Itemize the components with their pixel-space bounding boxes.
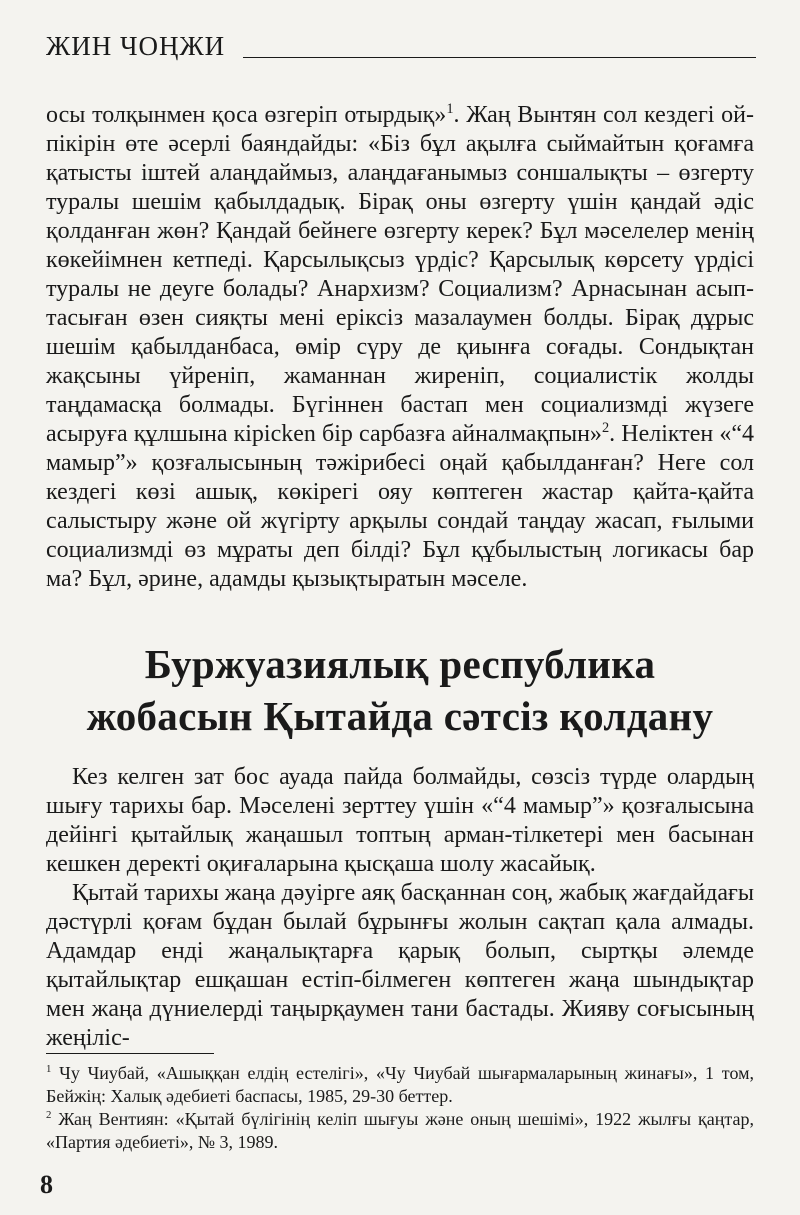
section-heading-line-2: жобасын Қытайда сәтсіз қолдану <box>86 693 714 739</box>
footnote-2-mark: 2 <box>46 1109 52 1121</box>
paragraph-1-text-c: . Неліктен «“4 мамыр”» қозғалысының тәжірибесі оңай қабылданған? Неге сол кездегі көзі ашық, көкірегі ояу көптеген жастар қайта-қайта салыстыру және ой жүгірту арқылы сондай таңдау жасап, ғылыми социализмді өз мұраты деп білді? Бұл құбылыстың логикасы бар ма? Бұл, әрине, адамды қызықтыратын мәселе. <box>46 421 755 592</box>
section-body <box>46 763 754 1053</box>
paragraph-2: Кез келген зат бос ауада пайда болмайды, сөзсіз түрде олардың шығу тарихы бар. Мәселені зерттеу үшін «“4 мамыр”» қозғалысына дейінгі қытайлық жаңашыл топтың арман-тілкетері мен басынан кешкен деректі оқиғаларына қысқаша шолу жасайық. <box>46 764 754 877</box>
paragraph-1 <box>46 101 754 594</box>
footnote-ref-1: 1 <box>446 101 454 117</box>
footnote-2 <box>46 1108 754 1154</box>
footnote-ref-2: 2 <box>601 420 610 436</box>
footnote-1 <box>46 1062 754 1108</box>
section-heading-line-1: Буржуазиялық республика <box>144 641 656 687</box>
section-heading <box>40 638 760 742</box>
paragraph-1-text-a: осы толқынмен қоса өзгеріп отырдық» <box>46 102 447 128</box>
paragraph-3: Қытай тарихы жаңа дәуірге аяқ басқаннан соң, жабық жағдайдағы дәстүрлі қоғам бұдан былай бұрынғы жолын сақтап қала алмады. Адамдар енді жаңалықтарға қарық болып, сыртқы әлемде қытайлықтар ешқашан естіп-білмеген көптеген жаңа шындықтар мен жаңа дүниелерді таңырқаумен тани бастады. Жияву соғысының жеңіліс- <box>46 880 754 1051</box>
running-head <box>46 20 756 60</box>
footnote-2-text: Жаң Вентиян: «Қытай бүлігінің келіп шығуы және оның шешімі», 1922 жылғы қаңтар, «Партия әдебиеті», № 3, 1989. <box>46 1109 754 1152</box>
running-head-rule <box>243 57 756 58</box>
footnote-1-mark: 1 <box>46 1063 52 1075</box>
footnotes <box>46 1062 754 1154</box>
footnote-divider <box>46 1053 214 1054</box>
footnote-1-text: Чу Чиубай, «Ашыққан елдің естелігі», «Чу Чиубай шығармаларының жинағы», 1 том, Бейжің: Халық әдебиеті баспасы, 1985, 29-30 беттер. <box>46 1063 754 1106</box>
running-head-title: ЖИН ЧОҢЖИ <box>46 31 226 61</box>
page-number: 8 <box>40 1170 53 1199</box>
paragraph-1-text-b: . Жаң Вынтян сол кездегі ой-пікірін өте әсерлі баяндайды: «Біз бұл ақылға сыймайтын қоғамға қатысты іштей алаңдаймыз, алаңдағанымыз соншалықты – өзгерту туралы шешім қабылдадық. Бірақ оны өзгерту үшін қандай әдіс қолданған жөн? Қандай бейнеге өзгерту керек? Бұл мәселелер менің көкейімнен кетпеді. Қарсылықсыз үрдіс? Қарсылық көрсету үрдісі туралы не деуге болады? Анархизм? Социализм? Арнасынан асып-тасыған өзен сияқты мені еріксіз мазалаумен болды. Бірақ дұрыс шешім қабылданбаса, өмір сүру де қиынға соғады. Сондықтан жақсыны үйреніп, жаманнан жиреніп, социалистік жолды таңдамасқа болмады. Бүгіннен бастап мен социализмді жүзеге асыруға құлшына кірісken бір сарбазға айналмақпын» <box>46 102 754 447</box>
